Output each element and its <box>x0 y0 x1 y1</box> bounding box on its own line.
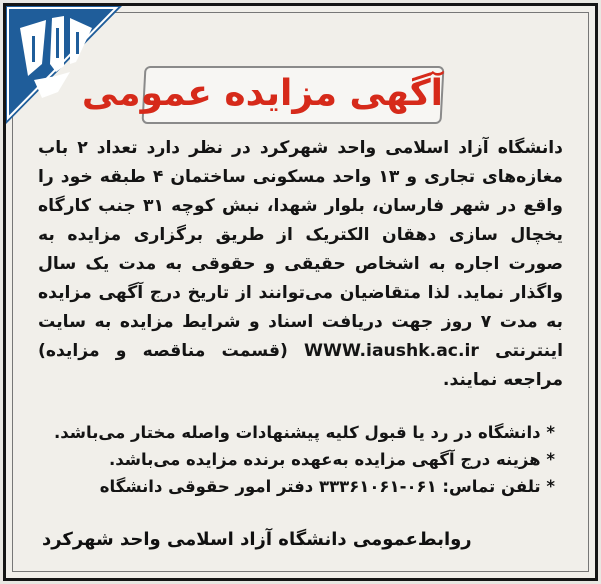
notice-frame <box>3 3 598 581</box>
body-text-part1: دانشگاه آزاد اسلامی واحد شهرکرد در نظر دارد تعداد ۲ باب مغازه‌های تجاری و ۱۳ واحد مسکونی ساختمان ۴ طبقه خود را واقع در شهر فارسان، بلوار شهدا، نبش کوچه ۳۱ جنب کارگاه یخچال سازی دهقان الکتریک از طریق برگزاری مزایده به صورت اجاره به اشخاص حقیقی و حقوقی به مدت یک سال واگذار نماید. لذا متقاضیان می‌توانند از تاریخ درج آگهی مزایده به مدت ۷ روز جهت دریافت اسناد و شرایط مزایده به سایت اینترنتی <box>38 138 564 361</box>
signature: روابط‌عمومی دانشگاه آزاد اسلامی واحد شهرکرد <box>42 529 472 550</box>
notice-notes <box>38 419 563 500</box>
note-rejection-right: * دانشگاه در رد یا قبول کلیه پیشنهادات واصله مختار می‌باشد. <box>53 423 555 442</box>
website-link[interactable]: WWW.iaushk.ac.ir <box>304 341 479 361</box>
body-text-part2: (قسمت مناقصه و مزایده) مراجعه نمایند. <box>38 341 563 390</box>
notice-body <box>38 134 563 395</box>
title-banner <box>81 66 443 124</box>
note-contact-phone: * تلفن تماس: ۰۶۱-۳۳۳۶۱۰۶۱ دفتر امور حقوقی دانشگاه <box>99 477 555 496</box>
notice-title: آگهی مزایده عمومی <box>81 73 443 114</box>
note-advert-cost: * هزینه درج آگهی مزایده به‌عهده برنده مزایده می‌باشد. <box>108 450 555 469</box>
